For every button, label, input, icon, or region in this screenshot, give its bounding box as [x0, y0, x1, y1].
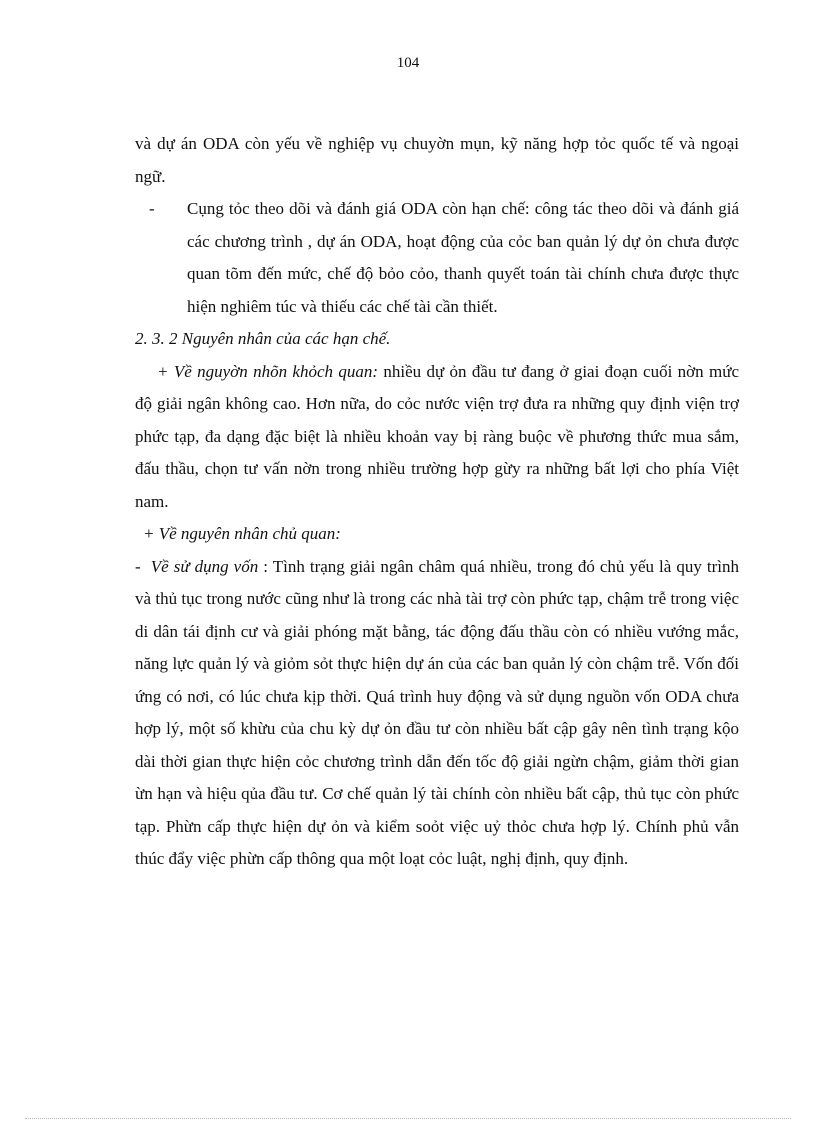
bullet-marker: -	[149, 199, 155, 218]
bullet-monitoring	[135, 193, 739, 323]
section-heading: 2. 3. 2 Nguyên nhân của các hạn chế.	[135, 329, 391, 348]
objective-text: nhiều dự ỏn đầu tư đang ở giai đoạn cuối nờn mức độ giải ngân không cao. Hơn nữa, do cỏc nước viện trợ đưa ra những quy định viện trợ phức tạp, đa dạng đặc biệt là nhiều khoản vay bị ràng buộc về phương thức mua sắm, đấu thầu, chọn tư vấn nờn trong nhiều trường hợp gừy ra những bất lợi cho phía Việt nam.	[135, 361, 740, 511]
subjective-label-text: + Về nguyên nhân chủ quan:	[143, 524, 341, 543]
objective-label: + Về nguyờn nhõn khỏch quan:	[157, 361, 379, 381]
paragraph-capital-use	[135, 551, 739, 876]
bullet-monitoring-text: Cụng tỏc theo dõi và đánh giá ODA còn hạn chế: công tác theo dõi và đánh giá các chương trình , dự án ODA, hoạt động của cỏc ban quản lý dự ỏn chưa được quan tõm đến mức, chế độ bỏo cỏo, thanh quyết toán tài chính chưa được thực hiện nghiêm túc và thiếu các chế tài cần thiết.	[187, 199, 739, 316]
capital-text: : Tình trạng giải ngân châm quá nhiều, trong đó chủ yếu là quy trình và thủ tục trong nước cũng như là trong các nhà tài trợ còn phức tạp, chậm trễ trong việc di dân tái định cư và giải phóng mặt bằng, tác động đấu thầu còn có nhiều vướng mắc, năng lực quản lý và giỏm sỏt thực hiện dự án của các ban quản lý còn chậm trễ. Vốn đối ứng có nơi, có lúc chưa kịp thời. Quá trình huy động và sử dụng nguồn vốn ODA chưa hợp lý, một số khừu của chu kỳ dự ỏn đầu tư còn nhiều bất cập gây nên tình trạng kộo dài thời gian thực hiện cỏc chương trình dẫn đến tốc độ giải ngừn chậm, giảm thời gian ừn hạn và hiệu qủa đầu tư. Cơ chế quản lý tài chính còn nhiều bất cập, thủ tục còn phức tạp. Phừn cấp thực hiện dự ỏn và kiểm soỏt việc uỷ thỏc chưa hợp lý. Chính phủ vẫn thúc đẩy việc phừn cấp thông qua một loạt cỏc luật, nghị định, quy định.	[135, 556, 739, 868]
paragraph-objective-causes	[135, 356, 739, 519]
body-text	[135, 128, 739, 876]
capital-label: Về sử dụng vốn	[150, 556, 259, 576]
subjective-label	[135, 518, 739, 551]
capital-marker: -	[135, 556, 141, 576]
paragraph-oda-staff: và dự án ODA còn yếu về nghiệp vụ chuyờn mụn, kỹ năng hợp tỏc quốc tế và ngoại ngữ.	[135, 134, 739, 186]
footer-divider	[25, 1118, 791, 1119]
page-number: 104	[396, 55, 420, 71]
